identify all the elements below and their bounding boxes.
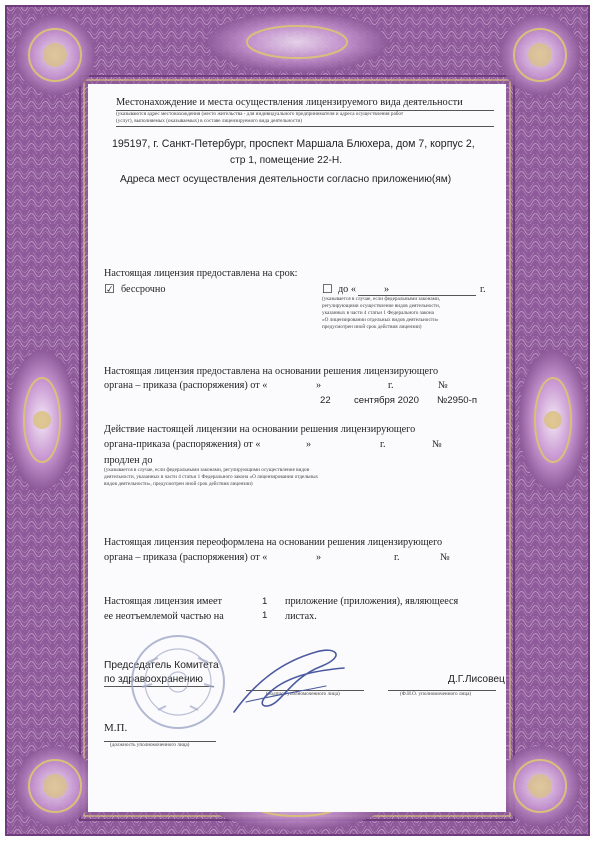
address-line-3: Адреса мест осуществления деятельности согласно приложению(ям) xyxy=(120,174,452,185)
reissue-line-2-mid: » xyxy=(316,552,322,563)
term-heading: Настоящая лицензия предоставлена на срок: xyxy=(104,268,298,279)
extension-line-3: продлен до xyxy=(104,455,153,466)
checkbox-unlimited-icon[interactable]: ☑ xyxy=(104,282,115,296)
basis-line-2-mid: » xyxy=(316,380,322,391)
term-note-2: регулирующими осуществление видов деятельности, xyxy=(322,303,441,309)
top-ornament-icon xyxy=(207,12,387,72)
underline xyxy=(116,126,494,127)
basis-line-2-no: № xyxy=(438,380,448,391)
basis-line-2-prefix: органа – приказа (распоряжения) от « xyxy=(104,380,268,391)
basis-date-month-year: сентября 2020 xyxy=(354,395,419,406)
extension-line-2-no: № xyxy=(432,439,442,450)
extension-note-1: (указывается в случае, если федеральными законами, регулирующими осуществление видов xyxy=(104,467,310,473)
unlimited-label: бессрочно xyxy=(121,284,166,295)
reissue-line-1: Настоящая лицензия переоформлена на основании решения лицензирующего xyxy=(104,537,443,548)
caption-name: (Ф.И.О. уполномоченного лица) xyxy=(400,691,472,697)
reissue-line-2-prefix: органа – приказа (распоряжения) от « xyxy=(104,552,268,563)
extension-line-2-prefix: органа-приказа (распоряжения) от « xyxy=(104,439,261,450)
handwritten-signature-icon xyxy=(226,642,356,722)
location-note-1: (указываются адрес местонахождения (место жительства - для индивидуального предпринимателя и адреса осуществления работ xyxy=(116,111,404,117)
until-prefix: до « xyxy=(338,284,356,295)
side-ornament-icon xyxy=(519,350,587,490)
mp-label: М.П. xyxy=(104,722,128,734)
basis-line-1: Настоящая лицензия предоставлена на основании решения лицензирующего xyxy=(104,366,439,377)
attachments-line-2a: ее неотъемлемой частью на xyxy=(104,611,224,622)
reissue-line-2-year: г. xyxy=(394,552,400,563)
caption-position: (должность уполномоченного лица) xyxy=(110,742,190,748)
until-suffix: г. xyxy=(480,284,486,295)
checkbox-until-icon[interactable]: ☐ xyxy=(322,282,333,296)
attachments-line-1b: приложение (приложения), являющееся xyxy=(285,596,459,607)
term-note-4: «О лицензировании отдельных видов деятельности» xyxy=(322,317,439,323)
address-line-2: стр 1, помещение 22-Н. xyxy=(230,155,343,166)
signatory-position-2: по здравоохранению xyxy=(104,674,203,685)
term-note-3: указанных в части 4 статьи 1 Федерального закона xyxy=(322,310,434,316)
extension-note-2: деятельности, указанных в части 4 статьи 1 Федерального закона «О лицензировании отдельных xyxy=(104,474,319,480)
extension-line-2-mid: » xyxy=(306,439,312,450)
location-heading: Местонахождение и места осуществления лицензируемого вида деятельности xyxy=(116,97,463,108)
caption-signature: (подпись уполномоченного лица) xyxy=(266,691,340,697)
basis-line-2-year: г. xyxy=(388,380,394,391)
location-note-2: (услуг), выполняемых (оказываемых) в составе лицензируемого вида деятельности) xyxy=(116,118,302,124)
side-ornament-icon xyxy=(8,350,76,490)
reissue-line-2-no: № xyxy=(440,552,450,563)
official-seal-icon xyxy=(128,632,228,732)
corner-ornament-icon xyxy=(500,15,580,95)
corner-ornament-icon xyxy=(500,746,580,826)
term-note-5: предусмотрен иной срок действия лицензии) xyxy=(322,324,422,330)
signatory-name: Д.Г.Лисовец xyxy=(448,674,505,685)
basis-order-number: №2950-п xyxy=(437,395,478,406)
attachments-line-1a: Настоящая лицензия имеет xyxy=(104,596,222,607)
signatory-position-1: Председатель Комитета xyxy=(104,660,219,671)
basis-date-day: 22 xyxy=(320,395,331,406)
until-mid: » xyxy=(384,284,390,295)
corner-ornament-icon xyxy=(15,746,95,826)
attachments-sheets: 1 xyxy=(262,610,268,621)
attachments-line-2b: листах. xyxy=(285,611,317,622)
address-line-1: 195197, г. Санкт-Петербург, проспект Маршала Блюхера, дом 7, корпус 2, xyxy=(112,138,475,150)
extension-line-2-year: г. xyxy=(380,439,386,450)
extension-line-1: Действие настоящей лицензии на основании решения лицензирующего xyxy=(104,424,416,435)
attachments-count: 1 xyxy=(262,596,268,607)
corner-ornament-icon xyxy=(15,15,95,95)
term-note-1: (указывается в случае, если федеральными законами, xyxy=(322,296,441,302)
extension-note-3: видов деятельности», предусмотрен иной срок действия лицензии) xyxy=(104,481,253,487)
